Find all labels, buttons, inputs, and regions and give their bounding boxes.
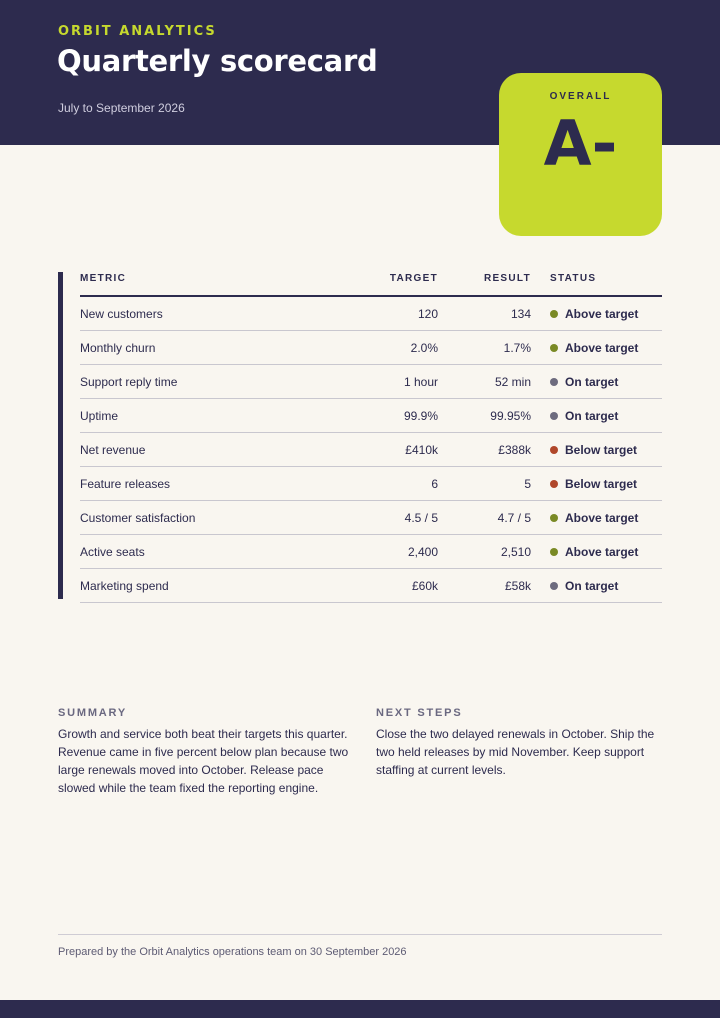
status-badge (550, 307, 638, 321)
target-value: 2,400 (407, 545, 438, 559)
status-dot-icon (550, 582, 558, 590)
table-header (80, 261, 662, 297)
brand-name: ORBIT ANALYTICS (58, 24, 217, 39)
footer-band (0, 1000, 720, 1018)
grade-value: A- (543, 107, 618, 180)
status-dot-icon (550, 548, 558, 556)
table-row (80, 399, 662, 433)
status-label: Above target (565, 341, 639, 355)
status-badge (550, 409, 618, 423)
table-row (80, 331, 662, 365)
metric-name: Support reply time (80, 375, 178, 389)
table-row (80, 569, 662, 603)
result-value: 134 (510, 307, 531, 321)
target-value: £410k (405, 443, 438, 457)
scorecard-table (80, 261, 662, 603)
status-badge (550, 375, 618, 389)
status-dot-icon (550, 310, 558, 318)
target-value: £60k (411, 579, 438, 593)
status-label: Below target (565, 477, 638, 491)
status-dot-icon (550, 344, 558, 352)
status-badge (550, 545, 638, 559)
result-value: 2,510 (500, 545, 531, 559)
report-period: July to September 2026 (58, 101, 185, 115)
target-value: 99.9% (403, 409, 438, 423)
status-label: Above target (565, 307, 639, 321)
result-value: 1.7% (503, 341, 531, 355)
status-label: Below target (565, 443, 638, 457)
metric-name: Customer satisfaction (80, 511, 196, 525)
metric-name: Active seats (80, 545, 145, 559)
result-value: £58k (504, 579, 531, 593)
table-accent-bar (58, 272, 63, 599)
summary-text: Growth and service both beat their targets this quarter. Revenue came in five percent below plan because two large renewals moved into October. Release pace slowed while the team fixed the reporting engine. (58, 727, 349, 795)
table-row (80, 365, 662, 399)
status-badge (550, 579, 618, 593)
status-badge (550, 443, 637, 457)
target-value: 2.0% (410, 341, 438, 355)
status-badge (550, 511, 638, 525)
status-dot-icon (550, 446, 558, 454)
footer-divider (58, 934, 662, 935)
metric-name: Net revenue (80, 443, 146, 457)
target-value: 4.5 / 5 (404, 511, 438, 525)
column-header-metric: METRIC (80, 273, 127, 284)
metric-name: Marketing spend (80, 579, 169, 593)
metric-name: Uptime (80, 409, 119, 423)
table-row (80, 297, 662, 331)
metric-name: Monthly churn (80, 341, 156, 355)
status-label: On target (565, 579, 619, 593)
column-header-target: TARGET (389, 273, 438, 284)
status-badge (550, 477, 637, 491)
result-value: 5 (524, 477, 531, 491)
prepared-by-note: Prepared by the Orbit Analytics operations team on 30 September 2026 (58, 946, 407, 958)
metric-name: New customers (80, 307, 163, 321)
summary-heading: SUMMARY (58, 707, 128, 719)
result-value: 4.7 / 5 (497, 511, 531, 525)
result-value: 52 min (494, 375, 531, 389)
status-dot-icon (550, 514, 558, 522)
next-steps-heading: NEXT STEPS (376, 707, 463, 719)
status-dot-icon (550, 412, 558, 420)
status-badge (550, 341, 638, 355)
grade-label: OVERALL (549, 91, 612, 102)
status-label: Above target (565, 545, 639, 559)
table-row (80, 467, 662, 501)
result-value: £388k (498, 443, 531, 457)
table-body (80, 297, 662, 603)
page-title: Quarterly scorecard (57, 44, 378, 78)
status-label: On target (565, 409, 619, 423)
target-value: 6 (431, 477, 438, 491)
column-header-result: RESULT (483, 273, 531, 284)
table-row (80, 433, 662, 467)
table-row (80, 501, 662, 535)
status-dot-icon (550, 378, 558, 386)
target-value: 1 hour (403, 375, 438, 389)
column-header-status: STATUS (550, 273, 597, 284)
status-dot-icon (550, 480, 558, 488)
status-label: On target (565, 375, 619, 389)
table-row (80, 535, 662, 569)
status-label: Above target (565, 511, 639, 525)
result-value: 99.95% (490, 409, 531, 423)
overall-grade-card (499, 73, 662, 236)
next-steps-text: Close the two delayed renewals in October. Ship the two held releases by mid November. Keep support staffing at current levels. (376, 727, 655, 777)
target-value: 120 (417, 307, 438, 321)
metric-name: Feature releases (80, 477, 171, 491)
